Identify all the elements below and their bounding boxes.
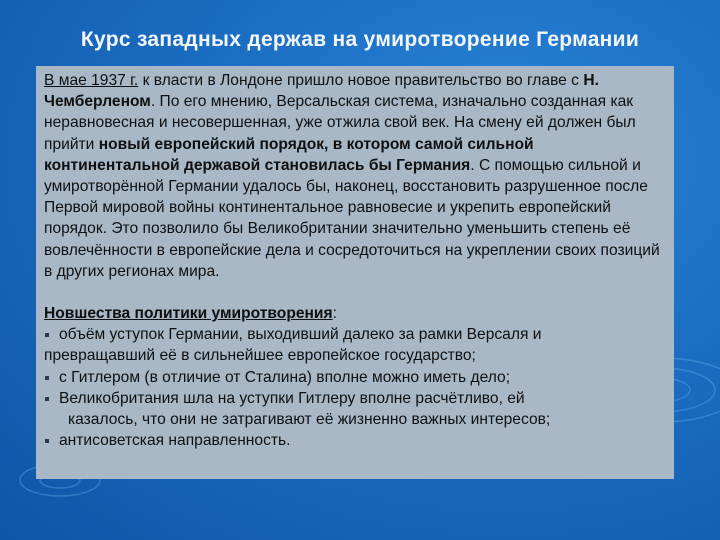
- new-order-bold: новый европейский порядок, в котором самой сильной континентальной державой становилась бы Германия: [44, 135, 534, 174]
- bullet-icon: [45, 439, 49, 443]
- list-item: [44, 430, 666, 451]
- para-text-2: . По его мнению, Версальская система, изначально созданная как неравновесная и несовершенная, уже отжила свой век. На смену ей должен был прийти: [44, 93, 636, 153]
- content-panel: [36, 66, 674, 479]
- intro-paragraph: [44, 70, 666, 282]
- list-item-text: антисоветская направленность.: [59, 432, 291, 450]
- bullet-icon: [45, 333, 49, 337]
- list-heading: [44, 303, 666, 324]
- list-item-continuation: казалось, что они не затрагивают её жизненно важных интересов;: [68, 411, 551, 429]
- para-text-1: к власти в Лондоне пришло новое правительство во главе с: [138, 72, 584, 89]
- date-underlined: В мае 1937 г.: [44, 72, 139, 89]
- bullet-icon: [45, 397, 49, 401]
- list-item: [44, 324, 666, 345]
- list-item: [44, 367, 666, 388]
- list-item-text: Великобритания шла на уступки Гитлеру вполне расчётливо, ей: [59, 389, 525, 407]
- chamberlain-bold: Н. Чемберленом: [44, 72, 599, 111]
- para-text-3: . С помощью сильной и умиротворённой Германии удалось бы, наконец, восстановить разрушенное после Первой мировой войны континентальное равновесие и укрепить европейский порядок. Это позволило бы Великобритании значительно уменьшить степень её вовлечённости в европейские дела и сосредоточиться на укреплении своих позиций в других регионах мира.: [44, 156, 660, 280]
- slide-title: Курс западных держав на умиротворение Германии: [80, 28, 640, 51]
- list-item-text: объём уступок Германии, выходивший далеко за рамки Версаля и: [59, 326, 542, 344]
- list-heading-colon: :: [332, 305, 337, 323]
- list-item-continuation: превращавший её в сильнейшее европейское государство;: [44, 347, 476, 365]
- list-heading-text: Новшества политики умиротворения: [44, 305, 333, 323]
- list-item-text: с Гитлером (в отличие от Сталина) вполне можно иметь дело;: [59, 368, 511, 386]
- bullet-icon: [45, 376, 49, 380]
- list-item: [44, 388, 666, 409]
